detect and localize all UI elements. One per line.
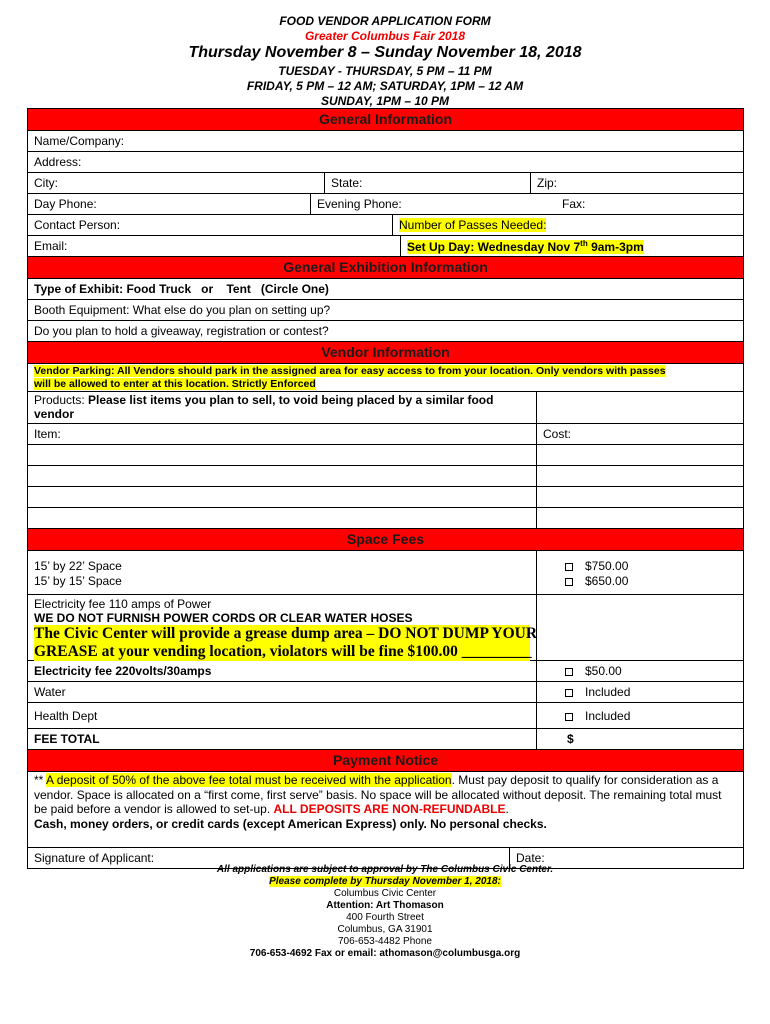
- space-sizes: [28, 551, 536, 594]
- water-label: Water: [34, 685, 66, 699]
- setup-day-note: Set Up Day: Wednesday Nov 7th 9am-3pm: [407, 239, 644, 254]
- space-fees-header: Space Fees: [27, 529, 744, 551]
- payment-notice-row: [27, 772, 744, 848]
- fax-field[interactable]: [556, 194, 743, 214]
- city-state-zip-row: [27, 173, 744, 194]
- item-cell[interactable]: [28, 466, 536, 486]
- hours-weekday: TUESDAY - THURSDAY, 5 PM – 11 PM: [278, 64, 492, 78]
- checkbox-icon[interactable]: [565, 668, 573, 676]
- vendor-parking-row: [27, 364, 744, 392]
- electricity-220-row: [27, 661, 744, 682]
- water-option[interactable]: Included: [536, 682, 743, 702]
- payment-methods: Cash, money orders, or credit cards (except American Express) only. No personal checks.: [34, 816, 547, 831]
- day-phone-field[interactable]: [28, 194, 310, 214]
- state-label: State:: [331, 176, 363, 190]
- state-field[interactable]: [324, 173, 530, 193]
- evening-phone-label: Evening Phone:: [317, 197, 402, 211]
- cost-cell[interactable]: [536, 466, 743, 486]
- form-title: FOOD VENDOR APPLICATION FORM: [279, 14, 491, 28]
- item-row[interactable]: [27, 487, 744, 508]
- item-row[interactable]: [27, 466, 744, 487]
- electricity-220-option[interactable]: $50.00: [536, 661, 743, 681]
- address-label: Address:: [34, 155, 82, 169]
- cost-column-label: Cost:: [536, 424, 743, 444]
- address-row[interactable]: [27, 152, 744, 173]
- cost-cell[interactable]: [536, 487, 743, 507]
- exhibit-type-label: Type of Exhibit: Food Truck or Tent (Circle One): [34, 282, 329, 296]
- fee-total-row: [27, 729, 744, 750]
- email-field[interactable]: [28, 236, 400, 256]
- health-dept-option[interactable]: Included: [536, 703, 743, 728]
- giveaway-label: Do you plan to hold a giveaway, registration or contest?: [34, 324, 329, 338]
- phone-number: 706-653-4482 Phone: [338, 936, 432, 947]
- fax-email-line: 706-653-4692 Fax or email: athomason@columbusga.org: [249, 948, 521, 959]
- space-15-option[interactable]: $650.00: [565, 574, 737, 589]
- non-refundable-notice: ALL DEPOSITS ARE NON-REFUNDABLE: [273, 802, 506, 816]
- giveaway-row[interactable]: [27, 321, 744, 342]
- event-dates: Thursday November 8 – Sunday November 18, 2018: [188, 44, 582, 61]
- city-label: City:: [34, 176, 58, 190]
- email-row: [27, 236, 744, 257]
- zip-label: Zip:: [537, 176, 558, 190]
- setup-day-cell: [400, 236, 743, 256]
- fee-total-label: FEE TOTAL: [34, 732, 100, 746]
- evening-phone-field[interactable]: [310, 194, 556, 214]
- item-cell[interactable]: [28, 445, 536, 465]
- checkbox-icon[interactable]: [565, 563, 573, 571]
- space-options-row: [27, 551, 744, 595]
- city-field[interactable]: [28, 173, 324, 193]
- no-cords-notice: WE DO NOT FURNISH POWER CORDS OR CLEAR WATER HOSES: [34, 611, 413, 625]
- fee-total-value[interactable]: $: [536, 729, 743, 749]
- deadline-line: [0, 876, 770, 888]
- deposit-notice: A deposit of 50% of the above fee total must be received with the application: [46, 773, 452, 787]
- payment-notice-header: Payment Notice: [27, 750, 744, 772]
- electricity-110-blank: [536, 595, 743, 660]
- space-15-label: 15’ by 15’ Space: [34, 574, 122, 588]
- electricity-110-label: Electricity fee 110 amps of Power: [34, 597, 212, 611]
- health-dept-label: Health Dept: [34, 709, 98, 723]
- hours-weekend: FRIDAY, 5 PM – 12 AM; SATURDAY, 1PM – 12 AM: [246, 79, 524, 93]
- vendor-parking-note: Vendor Parking: All Vendors should park in the assigned area for easy access to from your location. Only vendors with passes will be allowed to enter at this location. Strictly Enforced: [34, 365, 666, 390]
- hours-sunday: SUNDAY, 1PM – 10 PM: [320, 94, 450, 108]
- attention-line: Attention: Art Thomason: [326, 900, 444, 911]
- checkbox-icon[interactable]: [565, 578, 573, 586]
- passes-label: Number of Passes Needed:: [399, 218, 547, 232]
- payment-notice-text: ** A deposit of 50% of the above fee total must be received with the application. Must pay deposit to qualify for consideration as a vendor. Space is allocated on a “first come, first serve” basis. No space will be allocated without deposit. The remaining total must be paid before a vendor is allowed to set-up. ALL DEPOSITS ARE NON-REFUNDABLE. Cash, money orders, or credit cards (except American Express) only. No personal checks.: [34, 773, 722, 831]
- booth-equipment-row[interactable]: [27, 300, 744, 321]
- signature-label: Signature of Applicant:: [34, 851, 155, 865]
- cost-cell[interactable]: [536, 445, 743, 465]
- electricity-110-row: [27, 595, 744, 661]
- name-company-row[interactable]: [27, 131, 744, 152]
- vendor-information-header: Vendor Information: [27, 342, 744, 364]
- space-22-label: 15’ by 22’ Space: [34, 559, 122, 573]
- exhibition-information-header: General Exhibition Information: [27, 257, 744, 279]
- phone-row: [27, 194, 744, 215]
- cost-cell[interactable]: [536, 508, 743, 528]
- item-column-label: Item:: [34, 427, 61, 441]
- space-22-option[interactable]: $750.00: [565, 559, 737, 574]
- contact-person-field[interactable]: [28, 215, 392, 235]
- item-cell[interactable]: [28, 487, 536, 507]
- electricity-220-label: Electricity fee 220volts/30amps: [34, 664, 212, 678]
- fax-label: Fax:: [562, 197, 586, 211]
- general-information-header: General Information: [27, 108, 744, 131]
- form-subtitle: Greater Columbus Fair 2018: [304, 29, 466, 43]
- booth-equipment-label: Booth Equipment: What else do you plan on setting up?: [34, 303, 331, 317]
- products-label: Products: Please list items you plan to sell, to void being placed by a similar food vendor: [34, 393, 494, 421]
- deadline-note: Please complete by Thursday November 1, 2018:: [269, 876, 501, 887]
- checkbox-icon[interactable]: [565, 713, 573, 721]
- approval-note: All applications are subject to approval by The Columbus Civic Center.: [216, 864, 554, 875]
- street-address: 400 Fourth Street: [346, 912, 424, 923]
- space-prices: [536, 551, 743, 594]
- electricity-110-info: [28, 595, 536, 660]
- grease-notice: The Civic Center will provide a grease dump area – DO NOT DUMP YOUR GREASE at your vending location, violators will be fine $100.00 _________: [34, 625, 538, 660]
- products-blank: [536, 392, 743, 423]
- contact-row: [27, 215, 744, 236]
- application-form: [27, 108, 744, 869]
- exhibit-type-row[interactable]: [27, 279, 744, 300]
- item-cost-header-row: [27, 424, 744, 445]
- water-row: [27, 682, 744, 703]
- products-row: [27, 392, 744, 424]
- item-cell[interactable]: [28, 508, 536, 528]
- day-phone-label: Day Phone:: [34, 197, 97, 211]
- passes-field[interactable]: [392, 215, 743, 235]
- item-row[interactable]: [27, 445, 744, 466]
- date-label: Date:: [516, 851, 545, 865]
- email-label: Email:: [34, 239, 68, 253]
- contact-person-label: Contact Person:: [34, 218, 121, 232]
- org-name: Columbus Civic Center: [333, 888, 437, 899]
- zip-field[interactable]: [530, 173, 743, 193]
- name-company-label: Name/Company:: [34, 134, 125, 148]
- checkbox-icon[interactable]: [565, 689, 573, 697]
- city-address: Columbus, GA 31901: [337, 924, 433, 935]
- item-row[interactable]: [27, 508, 744, 529]
- health-dept-row: [27, 703, 744, 729]
